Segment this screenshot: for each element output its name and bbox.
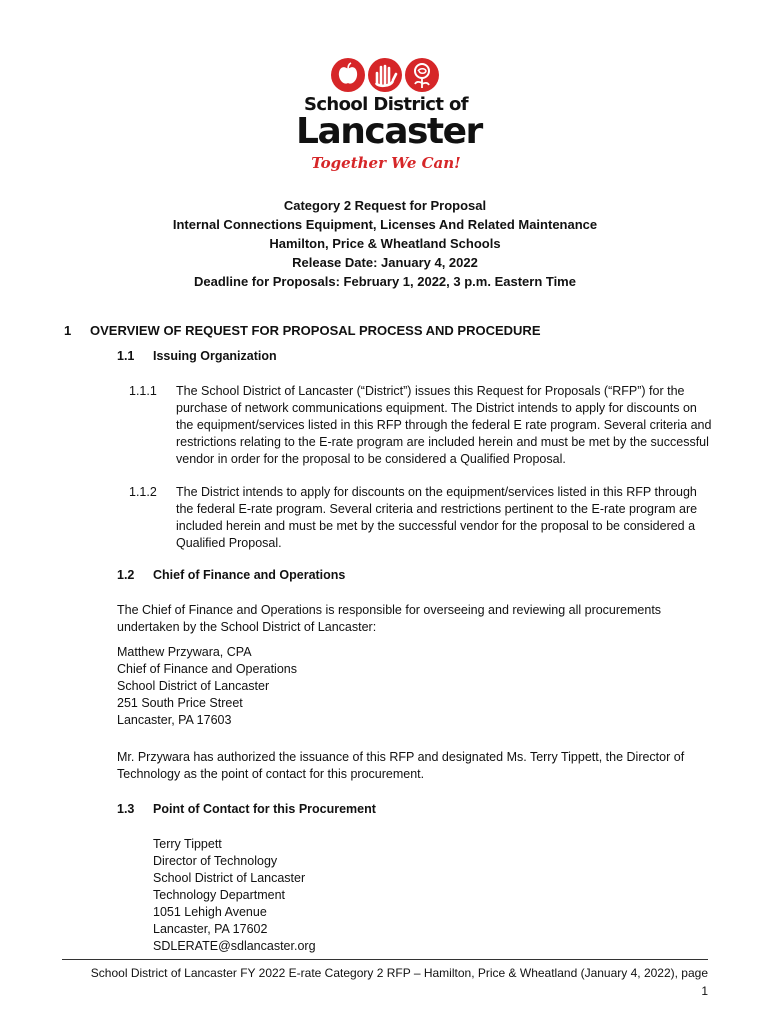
section-1-2-heading: Chief of Finance and Operations	[153, 568, 346, 582]
cfo-address-line: School District of Lancaster	[117, 679, 270, 693]
contact-address-line: Terry Tippett	[153, 837, 222, 851]
logo-name-line1: School District of	[303, 94, 469, 115]
section-1-1-2-number: 1.1.2	[129, 485, 157, 499]
title-line-3: Hamilton, Price & Wheatland Schools	[269, 236, 501, 251]
section-1-2-intro: The Chief of Finance and Operations is responsible for overseeing and reviewing all procurements undertaken by the School District of Lancaster:	[117, 603, 662, 634]
logo-name-line2: Lancaster	[296, 111, 482, 152]
section-1-number: 1	[64, 323, 72, 338]
contact-address-line: Lancaster, PA 17602	[153, 922, 268, 936]
contact-address-line: Technology Department	[153, 888, 286, 902]
section-1-1-heading: Issuing Organization	[153, 349, 277, 363]
page-number: 1	[701, 984, 708, 998]
section-1-1-2-paragraph: The District intends to apply for discounts on the equipment/services listed in this RFP through the federal E-rate program. Several criteria and restrictions pertinent to the E-rate program are included herein and must be met by the successful vendor for the proposal to be considered a Qualified Proposal.	[176, 485, 698, 550]
footer-text: School District of Lancaster FY 2022 E-rate Category 2 RFP – Hamilton, Price & Wheatland (January 4, 2022), page	[90, 966, 708, 980]
title-line-2: Internal Connections Equipment, Licenses And Related Maintenance	[172, 217, 598, 232]
cfo-address-block	[117, 644, 297, 729]
section-1-2-closing: Mr. Przywara has authorized the issuance of this RFP and designated Ms. Terry Tippett, the Director of Technology as the point of contact for this procurement.	[117, 750, 685, 781]
logo-icons	[330, 56, 440, 94]
cfo-address-line: Chief of Finance and Operations	[117, 662, 297, 676]
section-1-heading: OVERVIEW OF REQUEST FOR PROPOSAL PROCESS AND PROCEDURE	[90, 323, 541, 338]
title-line-1: Category 2 Request for Proposal	[283, 198, 487, 213]
hand-icon	[368, 58, 402, 92]
contact-address-line: Director of Technology	[153, 854, 278, 868]
section-1-1-1-paragraph: The School District of Lancaster (“District”) issues this Request for Proposals (“RFP”) for the purchase of network communications equipment. The District intends to apply for discounts on the equipment/services listed in this RFP through the federal E rate program. Several criteria and restrictions relating to the E-rate program are included herein and must be met by the successful vendor in order for the proposal to be considered a Qualified Proposal.	[176, 384, 712, 466]
contact-address-line: School District of Lancaster	[153, 871, 306, 885]
district-logo	[296, 56, 482, 176]
section-1-3-number: 1.3	[117, 802, 135, 816]
cfo-address-line: 251 South Price Street	[117, 696, 243, 710]
section-1-1-1-number: 1.1.1	[129, 384, 157, 398]
title-line-5: Deadline for Proposals: February 1, 2022, 3 p.m. Eastern Time	[194, 274, 576, 289]
cfo-address-line: Matthew Przywara, CPA	[117, 645, 252, 659]
section-1-3-heading: Point of Contact for this Procurement	[153, 802, 376, 816]
apple-icon	[331, 58, 365, 92]
title-line-4: Release Date: January 4, 2022	[292, 255, 478, 270]
rose-icon	[405, 58, 439, 92]
section-1-1-number: 1.1	[117, 349, 135, 363]
rfp-title-block	[0, 196, 770, 291]
contact-address-line: 1051 Lehigh Avenue	[153, 905, 267, 919]
logo-tagline: Together We Can!	[311, 154, 461, 172]
page-footer	[62, 964, 708, 1000]
section-1-2-number: 1.2	[117, 568, 135, 582]
contact-address-block	[153, 836, 316, 955]
cfo-address-line: Lancaster, PA 17603	[117, 713, 232, 727]
footer-divider	[62, 959, 708, 960]
contact-email: SDLERATE@sdlancaster.org	[153, 939, 316, 953]
